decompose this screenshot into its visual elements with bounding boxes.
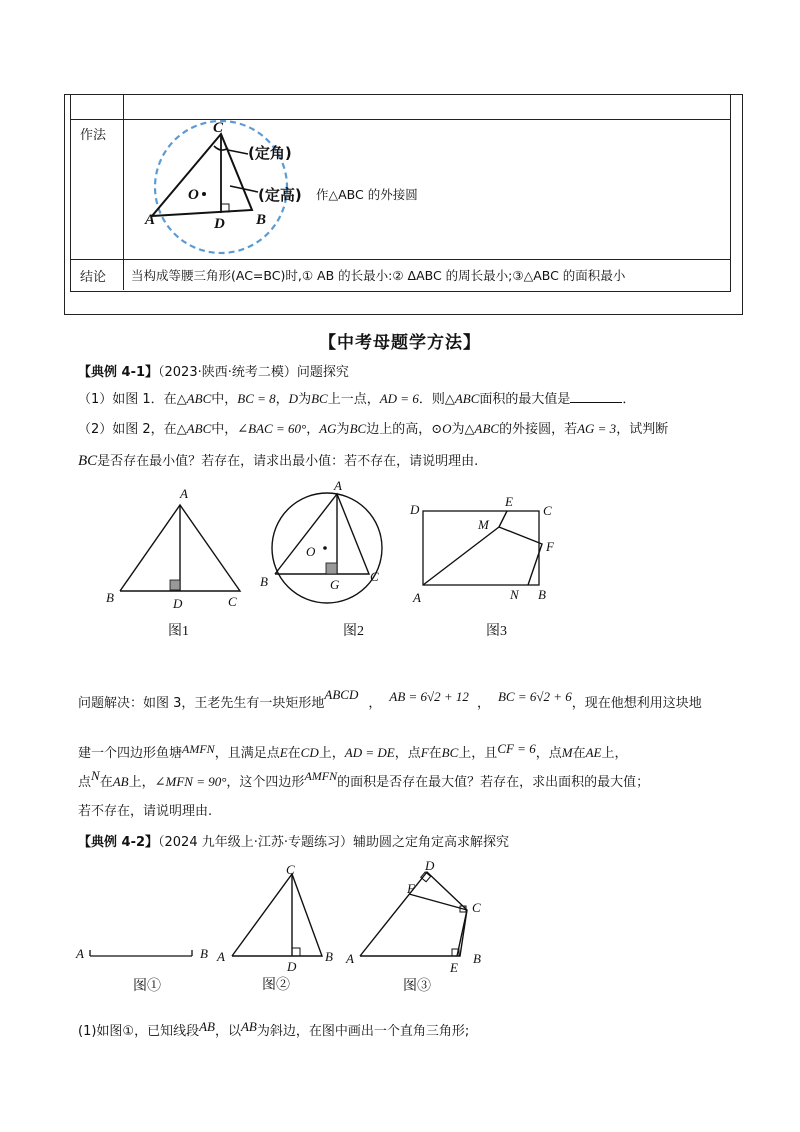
example42-q1 bbox=[78, 1020, 469, 1039]
fig42-1-label-a: A bbox=[76, 946, 84, 961]
fig2-label-a: A bbox=[334, 478, 342, 493]
math: BC bbox=[78, 453, 98, 469]
math: BC bbox=[441, 745, 459, 760]
math: E bbox=[279, 745, 288, 760]
text: ，现在他想利用这块地 bbox=[571, 696, 702, 711]
math: M bbox=[561, 745, 573, 760]
fig42-2-label-c: C bbox=[286, 862, 295, 877]
math: △ABC bbox=[176, 391, 212, 406]
triangle-abc bbox=[232, 874, 322, 956]
triangle-abc bbox=[152, 134, 252, 216]
fig3-label-c: C bbox=[543, 503, 552, 518]
text: 建一个四边形鱼塘 bbox=[78, 746, 183, 761]
fig42-3-label-a: A bbox=[346, 951, 354, 966]
problem-line-2 bbox=[78, 742, 627, 761]
fig42-3-label-b: B bbox=[473, 951, 481, 966]
problem-line-4: 若不存在，请说明理由. bbox=[78, 804, 213, 819]
section-title: 【中考母题学方法】 bbox=[319, 333, 481, 353]
text: ，点 bbox=[394, 746, 421, 761]
text: 为 bbox=[451, 422, 465, 437]
text: 为斜边，在图中画出一个直角三角形; bbox=[256, 1024, 470, 1039]
text: ， bbox=[306, 422, 320, 437]
text: 为 bbox=[298, 392, 312, 407]
fig3-label-b: B bbox=[538, 587, 546, 602]
text: 的面积是否存在最大值？若存在，求出面积的最大值； bbox=[337, 775, 650, 790]
math: AD = 6 bbox=[379, 391, 419, 406]
right-angle-mark bbox=[292, 948, 300, 956]
fig2-label-c: C bbox=[370, 569, 379, 584]
label-b: B bbox=[256, 212, 267, 228]
math: BC = 6√2 + 6 bbox=[497, 689, 572, 704]
math: AB bbox=[199, 1019, 215, 1034]
fig42-2-label-b: B bbox=[325, 949, 333, 964]
text: 上，且 bbox=[458, 746, 498, 761]
text: ，这个四边形 bbox=[226, 775, 305, 790]
example41-q1 bbox=[78, 388, 635, 407]
text: ，且满足点 bbox=[214, 746, 280, 761]
text: 在 bbox=[428, 746, 442, 761]
math: BC bbox=[349, 421, 367, 436]
text: 上， bbox=[601, 746, 628, 761]
circumcircle bbox=[272, 493, 382, 603]
fig3-label-e: E bbox=[505, 494, 513, 509]
text: 在 bbox=[99, 775, 113, 790]
example42-tag: 【典例 4-2】 bbox=[78, 835, 159, 850]
math: AD = DE bbox=[344, 745, 395, 760]
fig42-3-label-e: E bbox=[450, 960, 458, 975]
right-angle-mark bbox=[170, 580, 180, 590]
math: AE bbox=[585, 745, 602, 760]
text: (1)如图①，已知线段 bbox=[78, 1024, 200, 1039]
angle-pointer bbox=[228, 150, 248, 154]
figure-2 bbox=[262, 490, 392, 610]
fig2-caption: 图2 bbox=[343, 624, 364, 639]
fig3-label-d: D bbox=[410, 502, 420, 517]
method-label: 作法 bbox=[80, 128, 107, 143]
fig42-3-caption: 图③ bbox=[403, 979, 431, 994]
text: 在 bbox=[287, 746, 301, 761]
example42-header bbox=[78, 831, 509, 850]
figure-circle-1 bbox=[86, 944, 196, 964]
text: 在 bbox=[572, 746, 586, 761]
triangle-abc bbox=[275, 494, 369, 574]
example41-q2 bbox=[78, 418, 668, 437]
text: 中， bbox=[211, 422, 238, 437]
math: BC bbox=[311, 391, 328, 406]
conclusion-text: 当构成等腰三角形(AC=BC)时,① AB 的长最小:② ΔABC 的周长最小;③△ABC 的面积最小 bbox=[131, 268, 626, 283]
text: 上一点， bbox=[327, 392, 380, 407]
math: AB = 6√2 + 12 bbox=[389, 689, 469, 704]
text: ， bbox=[368, 696, 382, 711]
label-o: O bbox=[188, 187, 199, 203]
label-c: C bbox=[213, 120, 224, 136]
math: AG bbox=[319, 421, 337, 436]
math: △ABC bbox=[176, 421, 212, 436]
fig42-3-label-c: C bbox=[472, 900, 481, 915]
math: AB bbox=[240, 1019, 257, 1034]
figure-circle-2 bbox=[226, 864, 326, 964]
label-fixed-angle: (定角) bbox=[248, 144, 292, 162]
math: AMFN bbox=[182, 742, 215, 756]
label-fixed-height: (定高) bbox=[258, 186, 302, 204]
fig1-label-a: A bbox=[180, 486, 188, 501]
text: ， bbox=[476, 696, 490, 711]
table-col-divider bbox=[123, 94, 124, 290]
conclusion-label: 结论 bbox=[80, 270, 107, 285]
text: ，以 bbox=[214, 1024, 241, 1039]
math: AMFN bbox=[304, 769, 338, 783]
text: 为 bbox=[336, 422, 350, 437]
method-text: 作△ABC 的外接圆 bbox=[316, 187, 418, 202]
text: 点 bbox=[78, 775, 92, 790]
example41-header bbox=[78, 361, 349, 380]
text: ． bbox=[622, 392, 636, 407]
fig42-2-label-d: D bbox=[287, 959, 297, 974]
math: △ABC bbox=[464, 421, 500, 436]
text: 问题解决：如图 3，王老先生有一块矩形地 bbox=[78, 696, 325, 711]
math: D bbox=[288, 391, 299, 406]
fig3-label-a: A bbox=[413, 590, 421, 605]
text: 面积的最大值是 bbox=[479, 392, 571, 407]
fig3-caption: 图3 bbox=[486, 624, 507, 639]
text: 上， bbox=[128, 775, 155, 790]
fig3-label-n: N bbox=[510, 587, 519, 602]
fig1-label-b: B bbox=[106, 590, 114, 605]
text: 是否存在最小值？若存在，请求出最小值：若不存在，请说明理由. bbox=[97, 454, 479, 469]
center-dot bbox=[202, 192, 206, 196]
fig42-3-label-d: D bbox=[425, 858, 435, 873]
math: ∠BAC = 60° bbox=[237, 421, 307, 436]
text: 中， bbox=[211, 392, 238, 407]
right-angle-mark bbox=[326, 563, 337, 574]
text: ，试判断 bbox=[616, 422, 669, 437]
segment-me bbox=[499, 511, 507, 527]
text: 边上的高， bbox=[366, 422, 432, 437]
fig1-caption: 图1 bbox=[168, 624, 189, 639]
quadrilateral-amfn bbox=[423, 527, 542, 585]
math: AB bbox=[112, 774, 129, 789]
text: 上， bbox=[318, 746, 345, 761]
figure-3 bbox=[410, 494, 550, 594]
text: ，点 bbox=[535, 746, 562, 761]
example41-tag: 【典例 4-1】 bbox=[78, 365, 159, 380]
example41-source: （2023·陕西·统考二模）问题探究 bbox=[158, 365, 349, 380]
fig42-3-label-f: F bbox=[407, 881, 415, 896]
label-d: D bbox=[214, 216, 225, 232]
problem-line-1 bbox=[78, 687, 702, 711]
math: ∠MFN = 90° bbox=[154, 774, 227, 789]
figure-circle-3 bbox=[352, 864, 492, 964]
example42-source: （2024 九年级上·江苏·专题练习）辅助圆之定角定高求解探究 bbox=[158, 835, 509, 850]
problem-line-3 bbox=[78, 768, 650, 790]
fig2-label-o: O bbox=[306, 544, 316, 559]
fig3-label-f: F bbox=[546, 539, 554, 554]
fig42-2-label-a: A bbox=[217, 949, 225, 964]
math: AG = 3 bbox=[577, 421, 617, 436]
example41-q2-line2 bbox=[78, 450, 478, 470]
math: ⊙O bbox=[431, 421, 452, 436]
fig2-label-g: G bbox=[330, 577, 340, 592]
text: （2）如图 2，在 bbox=[78, 422, 177, 437]
math: ABCD bbox=[324, 687, 359, 702]
text: ， bbox=[275, 392, 289, 407]
math: △ABC bbox=[444, 391, 480, 406]
center-dot bbox=[323, 546, 327, 550]
text: ．则 bbox=[418, 392, 445, 407]
fig42-1-caption: 图① bbox=[133, 979, 161, 994]
math: N bbox=[91, 768, 100, 783]
fig42-1-label-b: B bbox=[200, 946, 208, 961]
math: CF = 6 bbox=[497, 741, 536, 756]
text: 的外接圆，若 bbox=[499, 422, 578, 437]
label-a: A bbox=[145, 212, 156, 228]
text: （1）如图 1．在 bbox=[78, 392, 177, 407]
answer-blank bbox=[570, 390, 622, 403]
math: BC = 8 bbox=[237, 391, 276, 406]
fig1-label-d: D bbox=[173, 596, 183, 611]
fig3-label-m: M bbox=[478, 517, 489, 532]
math: CD bbox=[300, 745, 319, 760]
fig1-label-c: C bbox=[228, 594, 237, 609]
fig42-2-caption: 图② bbox=[262, 978, 290, 993]
math: F bbox=[420, 745, 429, 760]
fig2-label-b: B bbox=[260, 574, 268, 589]
